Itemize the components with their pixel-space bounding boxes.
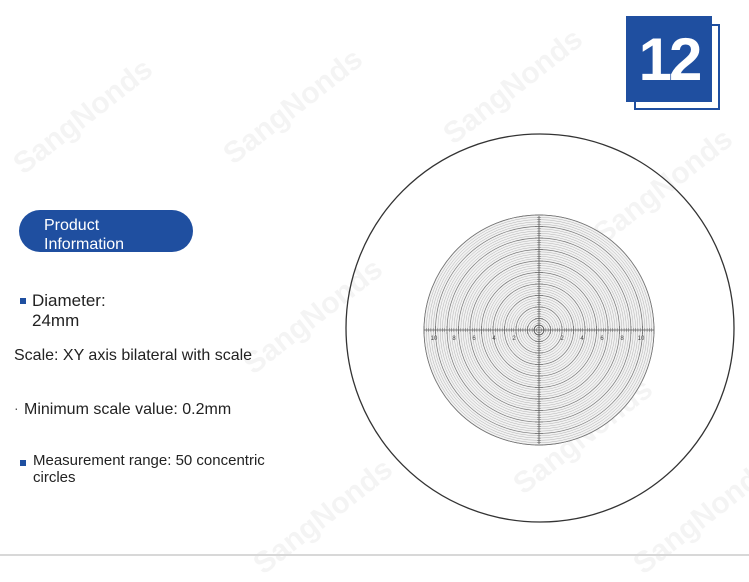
x-label: 4 [580, 336, 584, 342]
bullet-dot-icon: · [14, 400, 19, 416]
footer-divider [0, 554, 749, 556]
diameter-value: 24mm [32, 311, 80, 330]
x-label: 8 [620, 336, 624, 342]
x-label: 10 [637, 336, 645, 342]
x-label: 6 [472, 336, 476, 342]
x-label: 6 [600, 336, 604, 342]
diameter-label: Diameter: [32, 291, 106, 310]
min-scale-spec: Minimum scale value: 0.2mm [24, 401, 232, 418]
scale-spec: Scale: XY axis bilateral with scale [14, 347, 253, 364]
range-spec-line1: Measurement range: 50 concentric [33, 452, 265, 469]
x-label: 2 [560, 336, 564, 342]
product-info-label: Product Information [44, 217, 125, 253]
section-number: 12 [638, 25, 700, 93]
y-axis-ticks [535, 215, 543, 445]
x-label: 4 [492, 336, 496, 342]
x-label: 8 [452, 336, 456, 342]
x-label: 10 [430, 336, 438, 342]
range-spec-line2: circles [33, 469, 76, 486]
x-label: 2 [512, 336, 516, 342]
